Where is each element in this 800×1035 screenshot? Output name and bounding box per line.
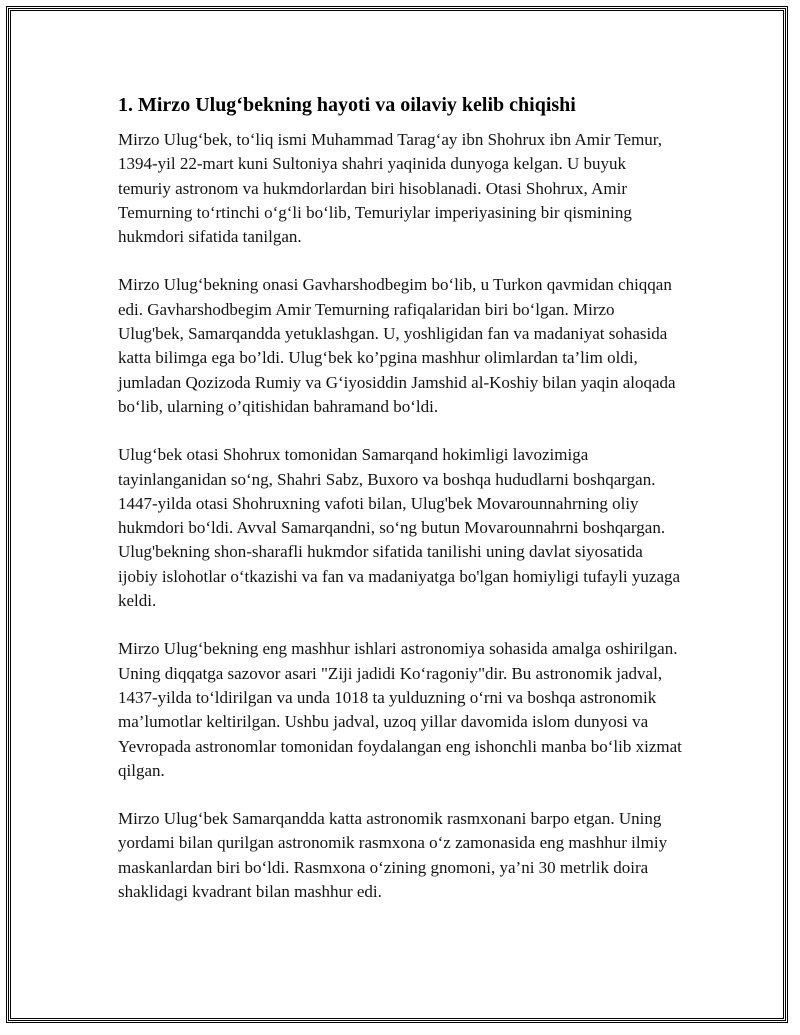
section-heading: 1. Mirzo Ulug‘bekning hayoti va oilaviy kelib chiqishi	[118, 94, 576, 116]
document-body	[118, 92, 682, 928]
paragraph-rule: Ulug‘bek otasi Shohrux tomonidan Samarqand hokimligi lavozimiga tayinlanganidan so‘ng, Shahri Sabz, Buxoro va boshqa hududlarni boshqargan. 1447-yilda otasi Shohruxning vafoti bilan, Ulug'bek Movarounnahrning oliy hukmdori bo‘ldi. Avval Samarqandni, so‘ng butun Movarounnahrni boshqargan. Ulug'bekning shon-sharafli hukmdor sifatida tanilishi uning davlat siyosatida ijobiy islohotlar o‘tkazishi va fan va madaniyatga bo'lgan homiyligi tufayli yuzaga keldi.	[118, 445, 681, 611]
paragraph-birth: Mirzo Ulug‘bek, to‘liq ismi Muhammad Tarag‘ay ibn Shohrux ibn Amir Temur, 1394-yil 22-mart kuni Sultoniya shahri yaqinida dunyoga kelgan. U buyuk temuriy astronom va hukmdorlardan biri hisoblanadi. Otasi Shohrux, Amir Temurning to‘rtinchi o‘g‘li bo‘lib, Temuriylar imperiyasining bir qismining hukmdori sifatida tanilgan.	[118, 130, 663, 247]
paragraph-mother: Mirzo Ulug‘bekning onasi Gavharshodbegim bo‘lib, u Turkon qavmidan chiqqan edi. Gavharshodbegim Amir Temurning rafiqalaridan biri bo‘lgan. Mirzo Ulug'bek, Samarqandda yetuklashgan. U, yoshligidan fan va madaniyat sohasida katta bilimga ega bo’ldi. Ulug‘bek ko’pgina mashhur olimlardan ta’lim oldi, jumladan Qozizoda Rumiy va G‘iyosiddin Jamshid al-Koshiy bilan yaqin aloqada bo‘lib, ularning o’qitishidan bahramand bo‘ldi.	[118, 275, 676, 416]
paragraph-astronomy: Mirzo Ulug‘bekning eng mashhur ishlari astronomiya sohasida amalga oshirilgan. Uning diqqatga sazovor asari "Ziji jadidi Ko‘ragoniy"dir. Bu astronomik jadval, 1437-yilda to‘ldirilgan va unda 1018 ta yulduzning o‘rni va boshqa astronomik ma’lumotlar keltirilgan. Ushbu jadval, uzoq yillar davomida islom dunyosi va Yevropada astronomlar tomonidan foydalangan eng ishonchli manba bo‘lib xizmat qilgan.	[118, 639, 682, 780]
paragraph-observatory: Mirzo Ulug‘bek Samarqandda katta astronomik rasmxonani barpo etgan. Uning yordami bilan qurilgan astronomik rasmxona o‘z zamonasida eng mashhur ilmiy maskanlardan biri bo‘ldi. Rasmxona o‘zining gnomoni, ya’ni 30 metrlik doira shaklidagi kvadrant bilan mashhur edi.	[118, 809, 668, 902]
